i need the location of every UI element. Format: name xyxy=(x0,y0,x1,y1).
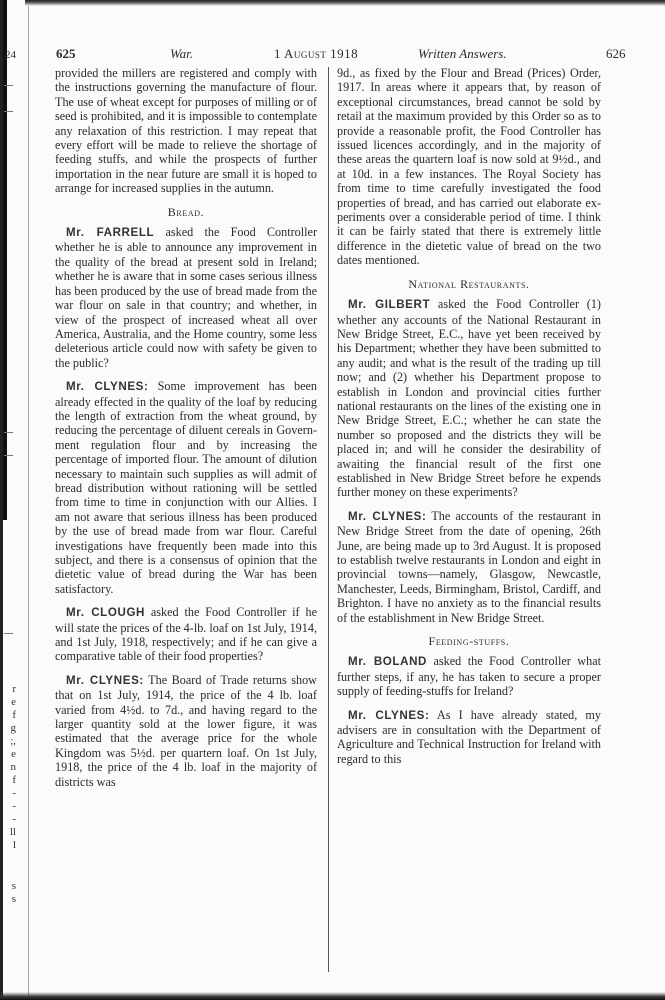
margin-fragment: l xyxy=(12,839,16,851)
header-section-left: War. xyxy=(170,46,194,61)
page-number-left: 625 xyxy=(56,46,76,61)
margin-fragment: n xyxy=(10,761,16,773)
speaker-name: Mr. FARRELL xyxy=(66,226,155,240)
previous-page-number: 24 xyxy=(5,49,16,61)
question-text: asked the Food Controller if he will state the prices of the 4-lb. loaf on 1st July, 1914, and 1st July, 1918, respectively; and if he can give a comparative table of their food properties? xyxy=(55,605,317,664)
margin-fragment: f xyxy=(12,774,16,786)
question-clough xyxy=(55,605,317,664)
left-column xyxy=(55,66,317,798)
margin-tick xyxy=(4,85,13,86)
right-column xyxy=(337,66,601,775)
margin-fragment: ll xyxy=(9,826,16,838)
margin-fragment: r xyxy=(12,683,16,695)
section-heading-national-restaurants: National Restaurants. xyxy=(408,276,530,291)
answer-clynes-bread xyxy=(55,379,317,596)
question-farrell xyxy=(55,225,317,370)
margin-tick xyxy=(4,455,13,456)
header-date: 1 August 1918 xyxy=(274,46,359,61)
speaker-name: Mr. GILBERT xyxy=(348,298,431,312)
page-spine-line xyxy=(28,6,29,1000)
margin-fragment: - xyxy=(12,800,16,812)
margin-fragment: s xyxy=(11,893,16,905)
section-heading-feeding-stuffs: Feeding-stuffs. xyxy=(428,634,510,649)
speaker-name: Mr. CLYNES: xyxy=(66,673,144,687)
speaker-name: Mr. CLYNES: xyxy=(66,380,149,394)
header-section-right: Written Answers. xyxy=(418,46,507,61)
margin-tick xyxy=(4,111,13,112)
margin-fragment: e xyxy=(11,748,16,760)
question-text: asked the Food Controller whether he is able to announce any improvement in the quality of the bread at present sold in Ireland; whether he is aware that in some cases serious illness has been produced by the use of bread made from the war flour on sale in that country; and whether, in view of the prospect of increased wheat all over America, Australia, and the Home country, some less deleterious article could now with safety be given to the public? xyxy=(55,225,318,370)
section-heading-bread: Bread. xyxy=(167,204,205,219)
answer-clynes-prices xyxy=(55,673,317,789)
margin-fragment: - xyxy=(12,787,16,799)
speaker-name: Mr. CLOUGH xyxy=(66,606,146,620)
page-number-right: 626 xyxy=(606,46,626,61)
answer-clynes-restaurants xyxy=(337,509,601,625)
margin-fragment: e xyxy=(11,696,16,708)
running-header xyxy=(46,46,626,62)
answer-text: As I have already stated, my advisers are in consultation with the Department of Agriculture and Technical Instruction for Ireland with regard to this xyxy=(337,707,601,766)
answer-clynes-feeding xyxy=(337,708,601,767)
answer-text: The accounts of the restaurant in New Bridge Street from the date of opening, 26th June, are being made up to 3rd August. It is proposed to establish twelve restaurants in London and eight in provincial towns—namely, Glasgow, Newcastle, Manchester, Leeds, Birmingham, Bristol, Cardiff, and Brighton. I have no anxiety as to the financial results of the establishment in New Bridge Street. xyxy=(337,508,601,625)
scan-bottom-shadow xyxy=(0,992,665,1000)
margin-fragment: g xyxy=(10,722,16,734)
margin-tick xyxy=(4,633,13,634)
margin-fragment: f xyxy=(12,709,16,721)
margin-fragment: ;, xyxy=(10,735,16,747)
question-text: asked the Food Controller what further steps, if any, he has taken to secure a proper supply of feeding-stuffs for Ireland? xyxy=(337,654,601,699)
scan-top-shadow xyxy=(25,0,665,6)
speaker-name: Mr. CLYNES: xyxy=(348,509,427,523)
answer-text: The Board of Trade returns show that on 1st July, 1914, the price of the 4 lb. loaf varied from 4½d. to 7d., and having regard to the larger quantity sold at the lower figure, it was estimated that the average price for the whole Kingdom was 5½d. per quartern loaf. On 1st July, 1918, the price of the 4 lb. loaf in the majority of districts was xyxy=(55,672,317,789)
question-gilbert xyxy=(337,297,601,500)
question-text: asked the Food Controller (1) whether any accounts of the National Restaurant in New Bridge Street, E.C., have yet been received by his Department; whether they have been submitted to any audit; and what is the result of the trading up till now; and (2) whether his Department propose to establish in London and provincial cities further national restaurants on the lines of the existing one in New Bridge Street, E.C.; whether he can state the number so proposed and the districts they will be placed in; and will he consider the desirability of awaiting the financial result of the first one established in New Bridge Street before he expends further money on these experiments? xyxy=(337,297,601,500)
speaker-name: Mr. BOLAND xyxy=(348,655,428,669)
margin-fragment: s xyxy=(11,880,16,892)
question-boland xyxy=(337,654,601,698)
continued-paragraph: provided the millers are registered and comply with the instructions governing the manufacture of flour. The use of wheat except for purposes of milling or of seed is prohibited, and it is impossible to contemplate any relaxation of this restriction. I may repeat that every effort will be made to relieve the shortage of feeding stuffs, and while the prospects of further importation in the near future are small it is hoped to arrange for increased supplies in the autumn. xyxy=(55,66,317,196)
margin-tick xyxy=(4,432,13,433)
answer-text: Some improvement has been already effected in the quality of the loaf by reducing the length of extraction from the wheat ground, by reducing the percentage of diluent cereals in Government regulation flour and by increasing the percentage of imported flour. The amount of dilution necessary to maintain such supplies as will admit of bread distribution without rationing will be settled from time to time in conjunction with our Allies. I am not aware that serious illness has been produced by the use of bread made from war flour. Careful investigations have frequently been made into this subject, and there is a consensus of opinion that the dietetic value of bread during the War has been satisfactory. xyxy=(55,379,317,596)
speaker-name: Mr. CLYNES: xyxy=(348,708,430,722)
continued-answer: 9d., as fixed by the Flour and Bread (Prices) Order, 1917. In areas where it appears that, by reason of exceptional circumstances, bread cannot be sold by retail at the maximum provided by this Order so as to provide a reasonable profit, the Food Controller has issued licences accordingly, and in the majority of these areas the quartern loaf is now sold at 9½d., and at 10d. in a few instances. The Royal Society has from time to time carefully investigated the food properties of bread, and has carried out elaborate experiments over a considerable period of time. I think it can be fairly stated that there is extremely little difference in the dietetic value of bread on the two dates mentioned. xyxy=(337,66,601,268)
margin-fragment: - xyxy=(12,813,16,825)
column-divider xyxy=(328,67,329,972)
